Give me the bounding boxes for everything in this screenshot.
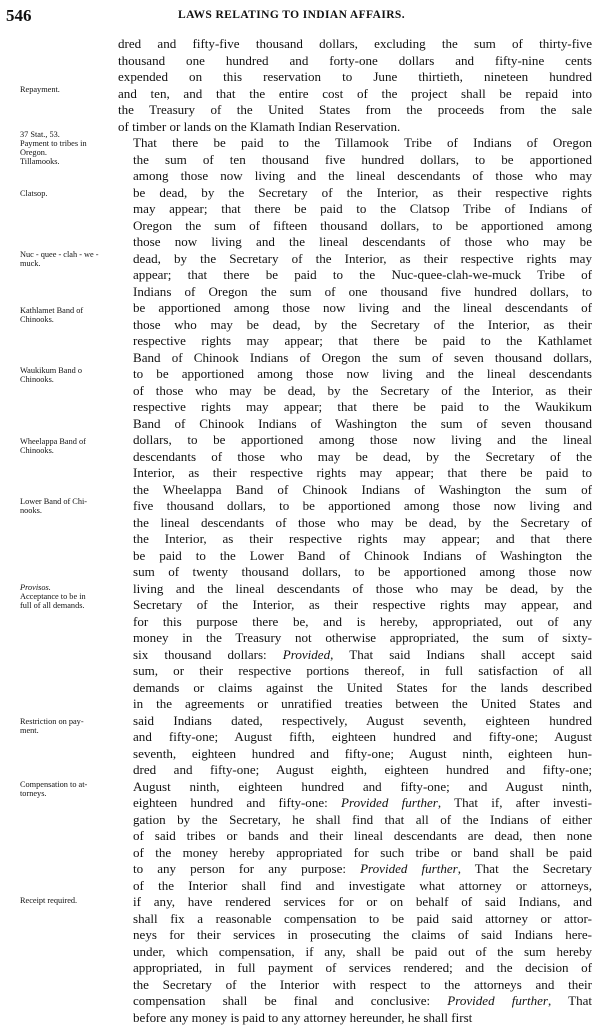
text-line: seventh, eighteen hundred and fifty-one; August ninth, eighteen hun- <box>118 746 592 763</box>
text-line: descendants of those who may be dead, by the Secretary of the <box>118 449 592 466</box>
text-line: expended on this reservation to June thirtieth, nineteen hundred <box>118 69 592 86</box>
text-line: Indians of Oregon the sum of one thousand five hundred dollars, to <box>118 284 592 301</box>
margin-note-receipt: Receipt required. <box>20 896 77 905</box>
text-line: six thousand dollars: Provided, That said Indians shall accept said <box>118 647 592 664</box>
text-line: be paid to the Lower Band of Chinook Indians of Washington the <box>118 548 592 565</box>
text-line: of the Interior shall find and investigate what attorney or attorneys, <box>118 878 592 895</box>
text-line: Oregon the sum of fifteen thousand dollars, to be apportioned among <box>118 218 592 235</box>
paragraph <box>118 135 592 1026</box>
text-line: the Wheelappa Band of Chinook Indians of Washington the sum of <box>118 482 592 499</box>
text-line: in the agreements or unratified treaties between the United States and <box>118 696 592 713</box>
running-header <box>0 6 600 28</box>
text-line: sum, or their respective portions thereof, in full satisfaction of all <box>118 663 592 680</box>
body-text <box>118 36 592 1026</box>
text-line: That there be paid to the Tillamook Tribe of Indians of Oregon <box>118 135 592 152</box>
text-line: dred and fifty-five thousand dollars, excluding the sum of thirty-five <box>118 36 592 53</box>
margin-note-clatsop: Clatsop. <box>20 189 47 198</box>
text-line: said Indians dated, respectively, August seventh, eighteen hundred <box>118 713 592 730</box>
text-line: Interior, as their respective rights may appear; that there be paid to <box>118 465 592 482</box>
text-line: compensation shall be final and conclusive: Provided further, That <box>118 993 592 1010</box>
text-line: Secretary of the Interior, as their respective rights may appear, and <box>118 597 592 614</box>
text-line: appropriated, in full payment of services rendered; and the decision of <box>118 960 592 977</box>
text-line: sum of twenty thousand dollars, to be apportioned among those now <box>118 564 592 581</box>
margin-note-provisos: Provisos. Acceptance to be in full of all demands. <box>20 583 86 610</box>
text-line: dead, by the Secretary of the Interior, as their respective rights may <box>118 251 592 268</box>
text-line: those who may be dead, by the Secretary of the Interior, as their <box>118 317 592 334</box>
text-line: and ten, and that the entire cost of the project shall be repaid into <box>118 86 592 103</box>
text-line: money in the Treasury not otherwise appropriated, the sum of sixty- <box>118 630 592 647</box>
text-line: Band of Chinook Indians of Oregon the sum of seven thousand dollars, <box>118 350 592 367</box>
margin-note-tillamooks: 37 Stat., 53. Payment to tribes in Oregon. Tillamooks. <box>20 130 87 166</box>
text-line: gation by the Secretary, he shall find that all of the Indians of either <box>118 812 592 829</box>
running-head: LAWS RELATING TO INDIAN AFFAIRS. <box>178 9 405 21</box>
text-line: demands or claims against the United States for the lands described <box>118 680 592 697</box>
text-line: August ninth, eighteen hundred and fifty-one; and August ninth, <box>118 779 592 796</box>
text-line: the Interior, as their respective rights may appear; and that there <box>118 531 592 548</box>
text-line: eighteen hundred and fifty-one: Provided further, That if, after investi- <box>118 795 592 812</box>
margin-note-repayment: Repayment. <box>20 85 60 94</box>
text-line: of the money hereby appropriated for such tribe or band shall be paid <box>118 845 592 862</box>
text-line: and fifty-one; August fifth, eighteen hundred and fifty-one; August <box>118 729 592 746</box>
text-line: be apportioned among those now living and the lineal descendants of <box>118 300 592 317</box>
text-line: the sum of ten thousand five hundred dollars, to be apportioned <box>118 152 592 169</box>
text-line: the Secretary of the Interior with respect to the attorneys and their <box>118 977 592 994</box>
margin-note-waukikum: Waukikum Band o Chinooks. <box>20 366 82 384</box>
text-line: of said tribes or bands and their lineal descendants are dead, then none <box>118 828 592 845</box>
margin-note-kathlamet: Kathlamet Band of Chinooks. <box>20 306 83 324</box>
text-line: be dead, by the Secretary of the Interior, as their respective rights <box>118 185 592 202</box>
text-line: among those now living and the lineal descendants of those who may <box>118 168 592 185</box>
text-line: shall fix a reasonable compensation to be paid said attorney or attor- <box>118 911 592 928</box>
text-line: the lineal descendants of those who may be dead, by the Secretary of <box>118 515 592 532</box>
margin-note-compensation: Compensation to at- torneys. <box>20 780 87 798</box>
text-line: those now living and the lineal descendants of those who may be <box>118 234 592 251</box>
text-line: of those who may be dead, by the Secretary of the Interior, as their <box>118 383 592 400</box>
text-line: dred and fifty-one; August eighth, eighteen hundred and fifty-one; <box>118 762 592 779</box>
text-line: the Treasury of the United States from the proceeds from the sale <box>118 102 592 119</box>
page-number: 546 <box>6 6 32 26</box>
margin-note-lower-band: Lower Band of Chi- nooks. <box>20 497 87 515</box>
text-line: if any, have rendered services for or on behalf of said Indians, and <box>118 894 592 911</box>
text-line: under, which compensation, if any, shall be paid out of the sum hereby <box>118 944 592 961</box>
proviso-emphasis: Provided further <box>341 795 438 810</box>
text-line: to any person for any purpose: Provided further, That the Secretary <box>118 861 592 878</box>
text-line: respective rights may appear; that there be paid to the Waukikum <box>118 399 592 416</box>
margin-note-wheelappa: Wheelappa Band of Chinooks. <box>20 437 86 455</box>
margin-note-restriction: Restriction on pay- ment. <box>20 717 84 735</box>
text-line: thousand one hundred and forty-one dollars and fifty-nine cents <box>118 53 592 70</box>
text-line: may appear; that there be paid to the Clatsop Tribe of Indians of <box>118 201 592 218</box>
text-line: respective rights may appear; that there be paid to the Kathlamet <box>118 333 592 350</box>
text-line: living and the lineal descendants of those who may be dead, by the <box>118 581 592 598</box>
text-line: five thousand dollars, to be apportioned among those now living and <box>118 498 592 515</box>
text-line: of timber or lands on the Klamath Indian Reservation. <box>118 119 592 136</box>
text-line: to be apportioned among those now living and the lineal descendants <box>118 366 592 383</box>
paragraph <box>118 36 592 135</box>
proviso-emphasis: Provided <box>283 647 330 662</box>
text-line: appear; that there be paid to the Nuc-quee-clah-we-muck Tribe of <box>118 267 592 284</box>
proviso-emphasis: Provided further <box>447 993 548 1008</box>
text-line: dollars, to be apportioned among those now living and the lineal <box>118 432 592 449</box>
text-line: Band of Chinook Indians of Washington the sum of seven thousand <box>118 416 592 433</box>
text-line: for this purpose there be, and is hereby, appropriated, out of any <box>118 614 592 631</box>
proviso-emphasis: Provided further <box>360 861 458 876</box>
text-line: before any money is paid to any attorney hereunder, he shall first <box>118 1010 592 1026</box>
margin-note-nuc-quee-clah-we-muck: Nuc - quee - clah - we - muck. <box>20 250 99 268</box>
text-line: neys for their services in prosecuting the claims of said Indians here- <box>118 927 592 944</box>
